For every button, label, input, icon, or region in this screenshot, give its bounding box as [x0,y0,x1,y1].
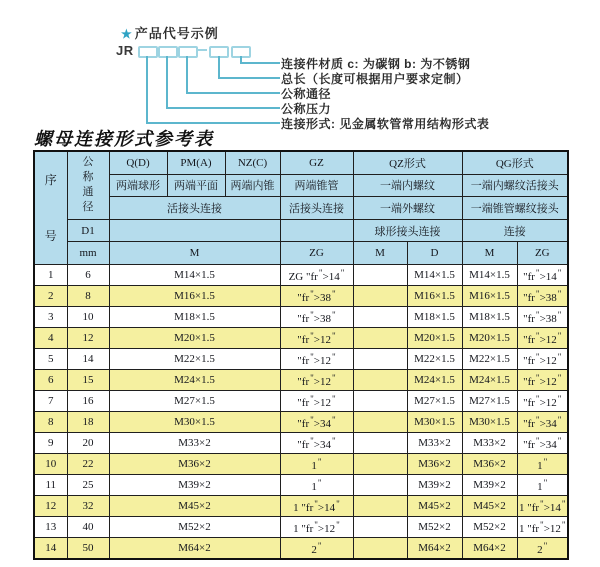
seq-cell: 12 [34,496,67,517]
table-row [34,433,568,454]
qg-m-cell: M22×1.5 [462,349,517,370]
header-join-qpmnz: 活接头连接 [109,197,280,220]
qz-d-cell: M52×2 [407,517,462,538]
qg-zg-cell: "fr">12" [517,391,568,412]
label-material: 连接件材质 c: 为碳钢 b: 为不锈钢 [281,57,471,71]
header-join2-qg: 连接 [462,219,568,242]
qg-m-cell: M20×1.5 [462,328,517,349]
table-title: 螺母连接形式参考表 [34,129,214,149]
header-mm: mm [67,242,109,265]
code-prefix: JR [116,43,134,58]
m-cell: M64×2 [109,538,280,560]
dn-cell: 32 [67,496,109,517]
gz-zg-cell: "fr">34" [280,412,353,433]
seq-cell: 5 [34,349,67,370]
m-cell: M20×1.5 [109,328,280,349]
qz-m-cell [353,349,407,370]
m-cell: M22×1.5 [109,349,280,370]
seq-cell: 4 [34,328,67,349]
header-join-qg: 一端锥管螺纹接头 [462,197,568,220]
header-blank-qpmnz [109,219,280,242]
qz-d-cell: M33×2 [407,433,462,454]
qz-m-cell [353,265,407,286]
label-pressure: 公称压力 [281,102,332,116]
header-desc-qz: 一端内螺纹 [353,174,462,197]
m-cell: M18×1.5 [109,307,280,328]
gz-zg-cell: 2" [280,538,353,560]
qz-m-cell [353,307,407,328]
qz-m-cell [353,370,407,391]
gz-zg-cell: 1 "fr">12" [280,517,353,538]
seq-cell: 10 [34,454,67,475]
dn-cell: 40 [67,517,109,538]
header-join-qz: 一端外螺纹 [353,197,462,220]
header-desc-gz: 两端锥管 [280,174,353,197]
gz-zg-cell: "fr">38" [280,307,353,328]
qg-zg-cell: 1" [517,454,568,475]
qg-zg-cell: 1 "fr">12" [517,517,568,538]
qz-d-cell: M14×1.5 [407,265,462,286]
gz-zg-cell: "fr">38" [280,286,353,307]
m-cell: M24×1.5 [109,370,280,391]
table-row [34,328,568,349]
dn-cell: 25 [67,475,109,496]
table-row [34,391,568,412]
table-row [34,517,568,538]
qz-d-cell: M27×1.5 [407,391,462,412]
qz-d-cell: M30×1.5 [407,412,462,433]
seq-cell: 14 [34,538,67,560]
header-qz-sub-m: M [353,242,407,265]
star-icon: ★ [121,27,133,41]
qg-m-cell: M30×1.5 [462,412,517,433]
qg-m-cell: M52×2 [462,517,517,538]
dn-cell: 8 [67,286,109,307]
qz-m-cell [353,475,407,496]
qz-m-cell [353,391,407,412]
qz-d-cell: M36×2 [407,454,462,475]
qg-zg-cell: "fr">38" [517,286,568,307]
table-row [34,349,568,370]
diagram-heading [121,23,219,42]
qz-m-cell [353,454,407,475]
m-cell: M45×2 [109,496,280,517]
qz-d-cell: M24×1.5 [407,370,462,391]
dn-cell: 20 [67,433,109,454]
header-qg-sub-m: M [462,242,517,265]
nut-connection-table [33,150,569,560]
qg-m-cell: M39×2 [462,475,517,496]
header-code-nzc: NZ(C) [225,151,280,174]
header-code-qz: QZ形式 [353,151,462,174]
seq-cell: 7 [34,391,67,412]
header-code-gz: GZ [280,151,353,174]
header-code-qg: QG形式 [462,151,568,174]
qz-d-cell: M16×1.5 [407,286,462,307]
qg-zg-cell: "fr">34" [517,433,568,454]
seq-cell: 9 [34,433,67,454]
dn-cell: 50 [67,538,109,560]
diagram-heading-text: 产品代号示例 [134,26,219,41]
m-cell: M36×2 [109,454,280,475]
qg-zg-cell: 1" [517,475,568,496]
gz-zg-cell: "fr">12" [280,328,353,349]
qz-d-cell: M18×1.5 [407,307,462,328]
header-join2-qz: 球形接头连接 [353,219,462,242]
header-desc-qg: 一端内螺纹活接头 [462,174,568,197]
qz-d-cell: M22×1.5 [407,349,462,370]
qg-zg-cell: "fr">12" [517,349,568,370]
gz-zg-cell: "fr">12" [280,391,353,412]
qz-d-cell: M45×2 [407,496,462,517]
gz-zg-cell: 1" [280,475,353,496]
label-diameter: 公称通径 [281,87,332,101]
dn-cell: 12 [67,328,109,349]
qg-zg-cell: "fr">12" [517,328,568,349]
seq-cell: 8 [34,412,67,433]
m-cell: M14×1.5 [109,265,280,286]
table-row [34,370,568,391]
qg-m-cell: M18×1.5 [462,307,517,328]
qg-m-cell: M24×1.5 [462,370,517,391]
dn-cell: 22 [67,454,109,475]
header-desc-nzc: 两端内锥 [225,174,280,197]
header-seq: 序号 [34,151,67,265]
qg-zg-cell: "fr">14" [517,265,568,286]
gz-zg-cell: 1" [280,454,353,475]
dn-cell: 6 [67,265,109,286]
table-row [34,265,568,286]
m-cell: M39×2 [109,475,280,496]
gz-zg-cell: "fr">12" [280,370,353,391]
header-code-pma: PM(A) [167,151,225,174]
qz-m-cell [353,517,407,538]
seq-cell: 1 [34,265,67,286]
gz-zg-cell: "fr">34" [280,433,353,454]
m-cell: M27×1.5 [109,391,280,412]
table-row [34,412,568,433]
qz-m-cell [353,538,407,560]
m-cell: M16×1.5 [109,286,280,307]
table-row [34,307,568,328]
dn-cell: 16 [67,391,109,412]
qg-m-cell: M16×1.5 [462,286,517,307]
header-dn: 公称通径 [67,151,109,219]
header-join-gz: 活接头连接 [280,197,353,220]
m-cell: M33×2 [109,433,280,454]
gz-zg-cell: ZG "fr">14" [280,265,353,286]
header-blank-gz [280,219,353,242]
qz-m-cell [353,433,407,454]
header-m-span: M [109,242,280,265]
qg-zg-cell: 1 "fr">14" [517,496,568,517]
qz-d-cell: M39×2 [407,475,462,496]
connector-line-connection [146,56,280,124]
label-length: 总长（长度可根据用户要求定制） [281,72,469,86]
qg-m-cell: M36×2 [462,454,517,475]
table-row [34,496,568,517]
table-row [34,286,568,307]
qz-d-cell: M64×2 [407,538,462,560]
seq-cell: 13 [34,517,67,538]
gz-zg-cell: "fr">12" [280,349,353,370]
seq-cell: 6 [34,370,67,391]
qz-m-cell [353,286,407,307]
header-qg-sub-zg: ZG [517,242,568,265]
header-desc-pma: 两端平面 [167,174,225,197]
m-cell: M30×1.5 [109,412,280,433]
qg-zg-cell: "fr">34" [517,412,568,433]
header-d1: D1 [67,219,109,242]
gz-zg-cell: 1 "fr">14" [280,496,353,517]
m-cell: M52×2 [109,517,280,538]
table-row [34,475,568,496]
seq-cell: 2 [34,286,67,307]
qz-m-cell [353,496,407,517]
qz-m-cell [353,412,407,433]
table-body [34,265,568,560]
seq-cell: 11 [34,475,67,496]
code-dash [198,49,207,51]
qg-m-cell: M45×2 [462,496,517,517]
qg-zg-cell: "fr">12" [517,370,568,391]
dn-cell: 18 [67,412,109,433]
product-code-diagram [0,0,600,131]
qz-d-cell: M20×1.5 [407,328,462,349]
qg-zg-cell: 2" [517,538,568,560]
seq-cell: 3 [34,307,67,328]
qg-m-cell: M33×2 [462,433,517,454]
header-desc-qd: 两端球形 [109,174,167,197]
header-gz-unit: ZG [280,242,353,265]
header-code-qd: Q(D) [109,151,167,174]
dn-cell: 14 [67,349,109,370]
qg-m-cell: M27×1.5 [462,391,517,412]
dn-cell: 15 [67,370,109,391]
table-row [34,454,568,475]
qg-m-cell: M64×2 [462,538,517,560]
table-header [34,151,568,265]
qg-m-cell: M14×1.5 [462,265,517,286]
label-connection: 连接形式: 见金属软管常用结构形式表 [281,117,490,131]
header-qz-sub-d: D [407,242,462,265]
dn-cell: 10 [67,307,109,328]
qg-zg-cell: "fr">38" [517,307,568,328]
qz-m-cell [353,328,407,349]
table-row [34,538,568,560]
